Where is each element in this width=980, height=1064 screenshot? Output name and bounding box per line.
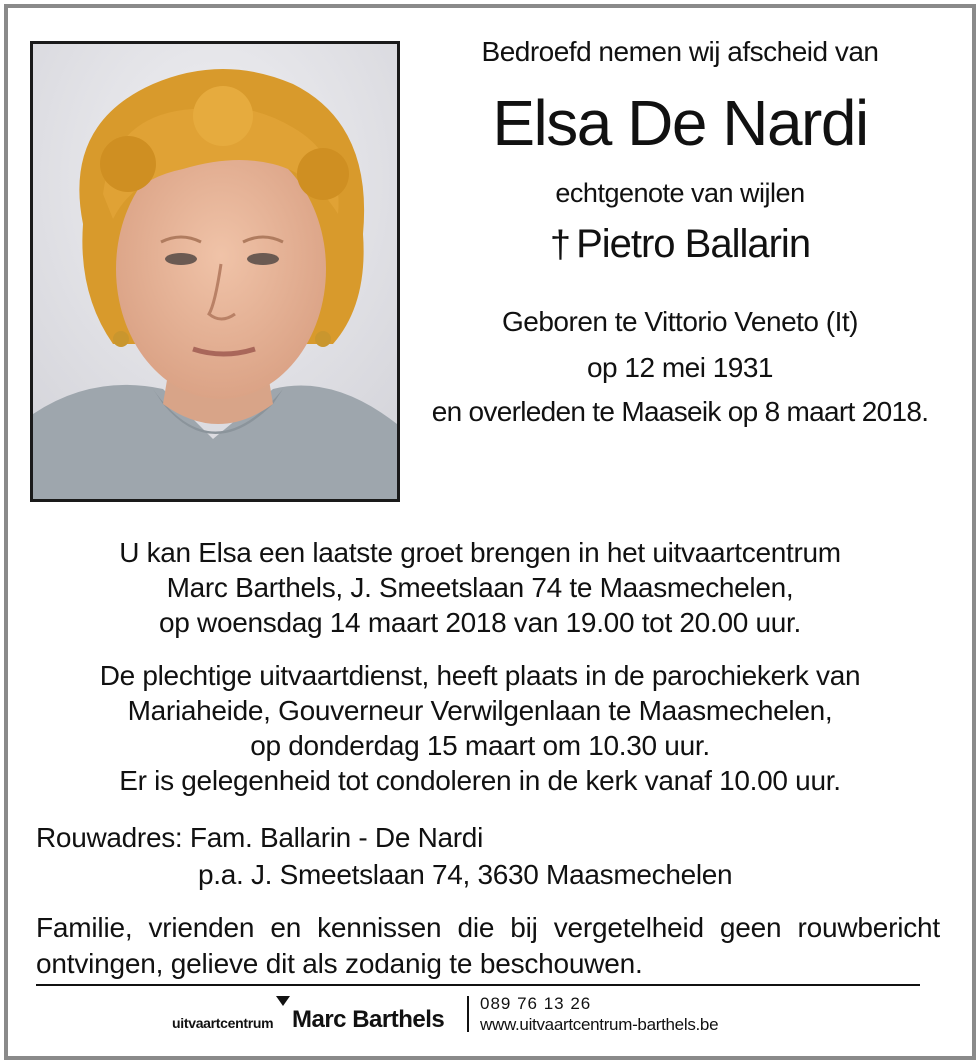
funeral-line: De plechtige uitvaartdienst, heeft plaats in de parochiekerk van: [99, 660, 861, 691]
visitation-line: U kan Elsa een laatste groet brengen in het uitvaartcentrum: [119, 537, 841, 568]
footer-divider: [36, 984, 920, 986]
triangle-icon: [276, 996, 290, 1006]
family-note-line2: ontvingen, gelieve dit als zodanig te beschouwen.: [36, 948, 643, 979]
deceased-name: Elsa De Nardi: [492, 87, 868, 159]
mourning-address-line1: Rouwadres: Fam. Ballarin - De Nardi: [36, 822, 483, 853]
logo-prefix: uitvaartcentrum: [172, 1015, 274, 1031]
spouse-name: Pietro Ballarin: [576, 222, 811, 266]
footer-website: www.uitvaartcentrum-barthels.be: [480, 1015, 719, 1034]
mourning-address-line2: p.a. J. Smeetslaan 74, 3630 Maasmechelen: [198, 859, 733, 890]
cross-icon: †: [549, 224, 571, 266]
intro-line: Bedroefd nemen wij afscheid van: [481, 36, 879, 67]
spouse-line: [420, 222, 940, 267]
portrait-photo: [30, 41, 400, 502]
footer-separator: [467, 996, 469, 1032]
funeral-line: Mariaheide, Gouverneur Verwilgenlaan te Maasmechelen,: [127, 695, 833, 726]
logo-brand: Marc Barthels: [292, 1006, 445, 1033]
visitation-line: Marc Barthels, J. Smeetslaan 74 te Maasmechelen,: [166, 572, 794, 603]
visitation-line: op woensdag 14 maart 2018 van 19.00 tot 20.00 uur.: [159, 607, 801, 638]
family-note: [36, 910, 940, 982]
family-note-line1: Familie, vrienden en kennissen die bij vergetelheid geen rouwbericht: [36, 912, 940, 943]
funeral-paragraph: [30, 658, 930, 798]
birth-date: op 12 mei 1931: [586, 352, 774, 383]
funeral-line: Er is gelegenheid tot condoleren in de kerk vanaf 10.00 uur.: [119, 765, 841, 796]
footer-phone: 089 76 13 26: [480, 994, 592, 1013]
spouse-intro: echtgenote van wijlen: [555, 178, 805, 208]
death-line: en overleden te Maaseik op 8 maart 2018.: [431, 396, 929, 427]
funeral-home-logo: [172, 998, 462, 1038]
visitation-paragraph: [30, 535, 930, 640]
funeral-line: op donderdag 15 maart om 10.30 uur.: [250, 730, 710, 761]
birth-place: Geboren te Vittorio Veneto (It): [502, 306, 858, 337]
portrait-illustration: [33, 44, 397, 499]
